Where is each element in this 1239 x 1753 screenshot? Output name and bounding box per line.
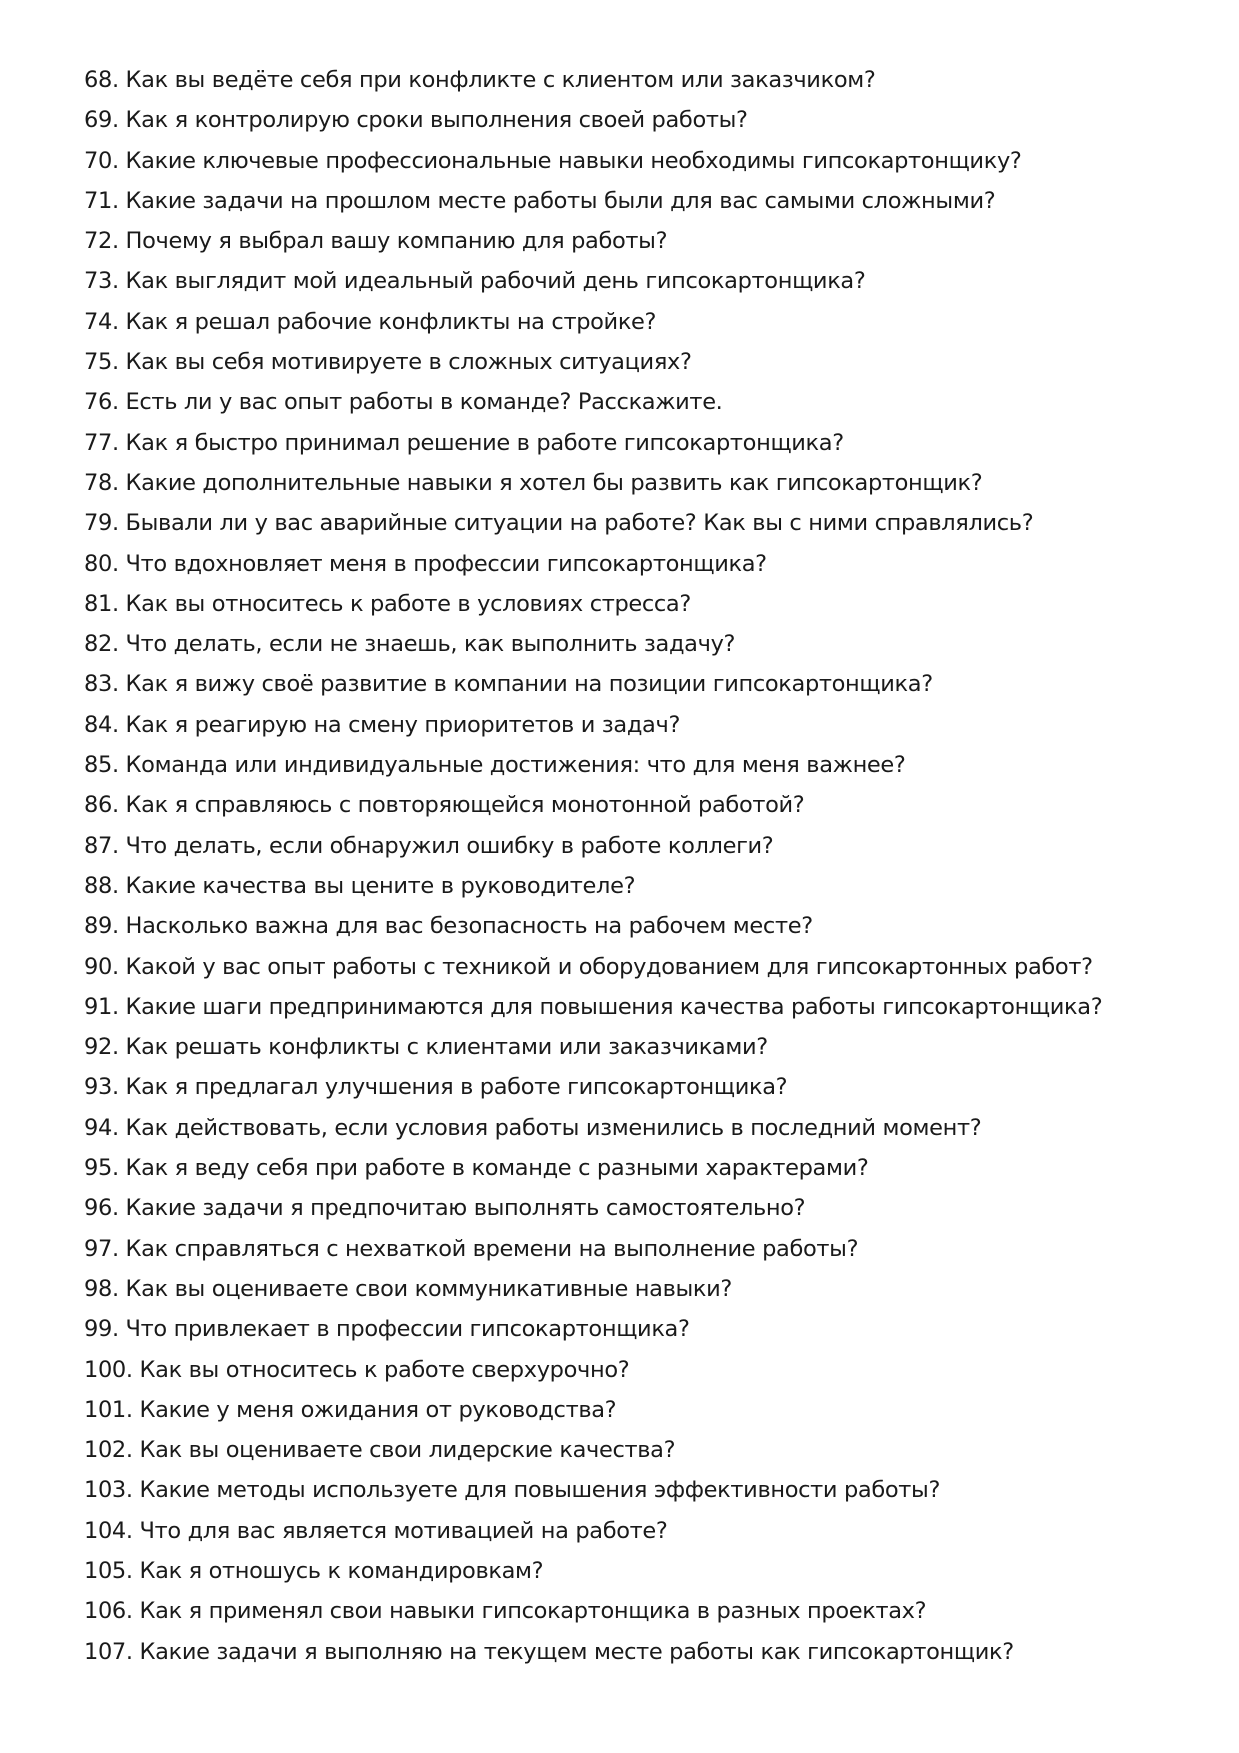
question-number: 91 .: [84, 994, 126, 1020]
question-number: 90 .: [84, 954, 126, 980]
question-number: 106 .: [84, 1598, 140, 1624]
question-text: Есть ли у вас опыт работы в команде? Расскажите.: [125, 389, 723, 416]
question-number: 74 .: [84, 309, 126, 335]
question-number: 97 .: [84, 1236, 126, 1262]
question-number: 84 .: [84, 712, 126, 738]
question-text: Как вы себя мотивируете в сложных ситуациях?: [125, 349, 692, 376]
question-number: 73 .: [84, 268, 126, 294]
question-number: 89 .: [84, 913, 126, 939]
list-item: [84, 1148, 1102, 1188]
question-text: Как я быстро принимал решение в работе гипсокартонщика?: [125, 429, 844, 456]
question-number: 107 .: [84, 1639, 140, 1665]
list-item: [84, 302, 1102, 342]
list-item: [84, 544, 1102, 584]
question-text: Что делать, если не знаешь, как выполнить задачу?: [125, 631, 736, 658]
question-number: 77 .: [84, 430, 126, 456]
question-number: 72 .: [84, 228, 126, 254]
question-number: 76 .: [84, 389, 126, 415]
question-text: Какие ключевые профессиональные навыки необходимы гипсокартонщику?: [125, 147, 1022, 174]
list-item: [84, 1632, 1102, 1672]
question-text: Как я предлагал улучшения в работе гипсокартонщика?: [125, 1074, 788, 1101]
question-list: [84, 60, 1102, 1672]
question-number: 95 .: [84, 1155, 126, 1181]
list-item: [84, 1430, 1102, 1470]
list-item: [84, 181, 1102, 221]
list-item: [84, 342, 1102, 382]
list-item: [84, 1188, 1102, 1228]
question-text: Что вдохновляет меня в профессии гипсокартонщика?: [125, 550, 767, 577]
question-number: 92 .: [84, 1034, 126, 1060]
question-text: Какие шаги предпринимаются для повышения качества работы гипсокартонщика?: [125, 993, 1103, 1020]
list-item: [84, 463, 1102, 503]
question-number: 88 .: [84, 873, 126, 899]
question-text: Как вы относитесь к работе сверхурочно?: [139, 1356, 630, 1383]
list-item: [84, 745, 1102, 785]
list-item: [84, 503, 1102, 543]
list-item: [84, 584, 1102, 624]
question-text: Какие у меня ожидания от руководства?: [139, 1396, 617, 1423]
question-number: 99 .: [84, 1316, 126, 1342]
list-item: [84, 423, 1102, 463]
list-item: [84, 100, 1102, 140]
question-text: Какие дополнительные навыки я хотел бы развить как гипсокартонщик?: [125, 469, 983, 496]
question-text: Как я отношусь к командировкам?: [139, 1557, 544, 1584]
question-number: 96 .: [84, 1195, 126, 1221]
question-number: 98 .: [84, 1276, 126, 1302]
list-item: [84, 141, 1102, 181]
question-number: 75 .: [84, 349, 126, 375]
question-number: 71 .: [84, 188, 126, 214]
question-number: 87 .: [84, 833, 126, 859]
question-text: Как я веду себя при работе в команде с разными характерами?: [125, 1155, 869, 1182]
list-item: [84, 382, 1102, 422]
list-item: [84, 1390, 1102, 1430]
list-item: [84, 947, 1102, 987]
question-text: Почему я выбрал вашу компанию для работы?: [125, 228, 668, 255]
list-item: [84, 1108, 1102, 1148]
question-number: 103 .: [84, 1477, 140, 1503]
list-item: [84, 866, 1102, 906]
list-item: [84, 261, 1102, 301]
list-item: [84, 1067, 1102, 1107]
question-number: 93 .: [84, 1074, 126, 1100]
list-item: [84, 1591, 1102, 1631]
list-item: [84, 1229, 1102, 1269]
question-text: Команда или индивидуальные достижения: что для меня важнее?: [125, 752, 906, 779]
question-text: Что для вас является мотивацией на работе?: [139, 1517, 668, 1544]
question-text: Как я справляюсь с повторяющейся монотонной работой?: [125, 792, 805, 819]
question-text: Какие задачи я предпочитаю выполнять самостоятельно?: [125, 1195, 806, 1222]
list-item: [84, 826, 1102, 866]
list-item: [84, 664, 1102, 704]
list-item: [84, 785, 1102, 825]
list-item: [84, 1350, 1102, 1390]
question-text: Насколько важна для вас безопасность на рабочем месте?: [125, 913, 813, 940]
list-item: [84, 987, 1102, 1027]
list-item: [84, 1511, 1102, 1551]
question-text: Как я контролирую сроки выполнения своей работы?: [125, 107, 748, 134]
question-number: 83 .: [84, 671, 126, 697]
question-number: 81 .: [84, 591, 126, 617]
list-item: [84, 624, 1102, 664]
list-item: [84, 1027, 1102, 1067]
question-text: Как вы оцениваете свои коммуникативные навыки?: [125, 1275, 733, 1302]
question-number: 105 .: [84, 1558, 140, 1584]
question-text: Как я вижу своё развитие в компании на позиции гипсокартонщика?: [125, 671, 933, 698]
question-number: 102 .: [84, 1437, 140, 1463]
question-number: 101 .: [84, 1397, 140, 1423]
question-text: Как я решал рабочие конфликты на стройке?: [125, 308, 657, 335]
question-text: Как вы оцениваете свои лидерские качества?: [139, 1437, 676, 1464]
question-text: Какие качества вы цените в руководителе?: [125, 872, 636, 899]
question-text: Какой у вас опыт работы с техникой и оборудованием для гипсокартонных работ?: [125, 953, 1093, 980]
question-text: Какие методы используете для повышения эффективности работы?: [139, 1477, 941, 1504]
list-item: [84, 1309, 1102, 1349]
list-item: [84, 1470, 1102, 1510]
question-number: 94 .: [84, 1115, 126, 1141]
question-text: Какие задачи на прошлом месте работы были для вас самыми сложными?: [125, 187, 996, 214]
question-number: 80 .: [84, 551, 126, 577]
question-number: 85 .: [84, 752, 126, 778]
list-item: [84, 705, 1102, 745]
question-text: Что делать, если обнаружил ошибку в работе коллеги?: [125, 832, 774, 859]
question-text: Как действовать, если условия работы изменились в последний момент?: [125, 1114, 982, 1141]
list-item: [84, 906, 1102, 946]
question-number: 68 .: [84, 67, 126, 93]
question-text: Как вы ведёте себя при конфликте с клиентом или заказчиком?: [125, 67, 876, 93]
question-text: Что привлекает в профессии гипсокартонщика?: [125, 1316, 690, 1343]
list-item: [84, 221, 1102, 261]
question-text: Какие задачи я выполняю на текущем месте работы как гипсокартонщик?: [139, 1638, 1014, 1665]
question-number: 100 .: [84, 1357, 140, 1383]
question-number: 86 .: [84, 792, 126, 818]
question-number: 78 .: [84, 470, 126, 496]
question-number: 104 .: [84, 1518, 140, 1544]
list-item: [84, 60, 1102, 100]
question-number: 69 .: [84, 107, 126, 133]
list-item: [84, 1269, 1102, 1309]
question-text: Как справляться с нехваткой времени на выполнение работы?: [125, 1235, 859, 1262]
question-text: Как я применял свои навыки гипсокартонщика в разных проектах?: [139, 1598, 927, 1625]
question-text: Как я реагирую на смену приоритетов и задач?: [125, 711, 681, 738]
question-number: 79 .: [84, 510, 126, 536]
question-text: Бывали ли у вас аварийные ситуации на работе? Как вы с ними справлялись?: [125, 510, 1034, 537]
question-number: 82 .: [84, 631, 126, 657]
question-number: 70 .: [84, 148, 126, 174]
question-text: Как выглядит мой идеальный рабочий день гипсокартонщика?: [125, 268, 866, 295]
question-text: Как решать конфликты с клиентами или заказчиками?: [125, 1034, 768, 1061]
question-text: Как вы относитесь к работе в условиях стресса?: [125, 590, 691, 617]
list-item: [84, 1551, 1102, 1591]
